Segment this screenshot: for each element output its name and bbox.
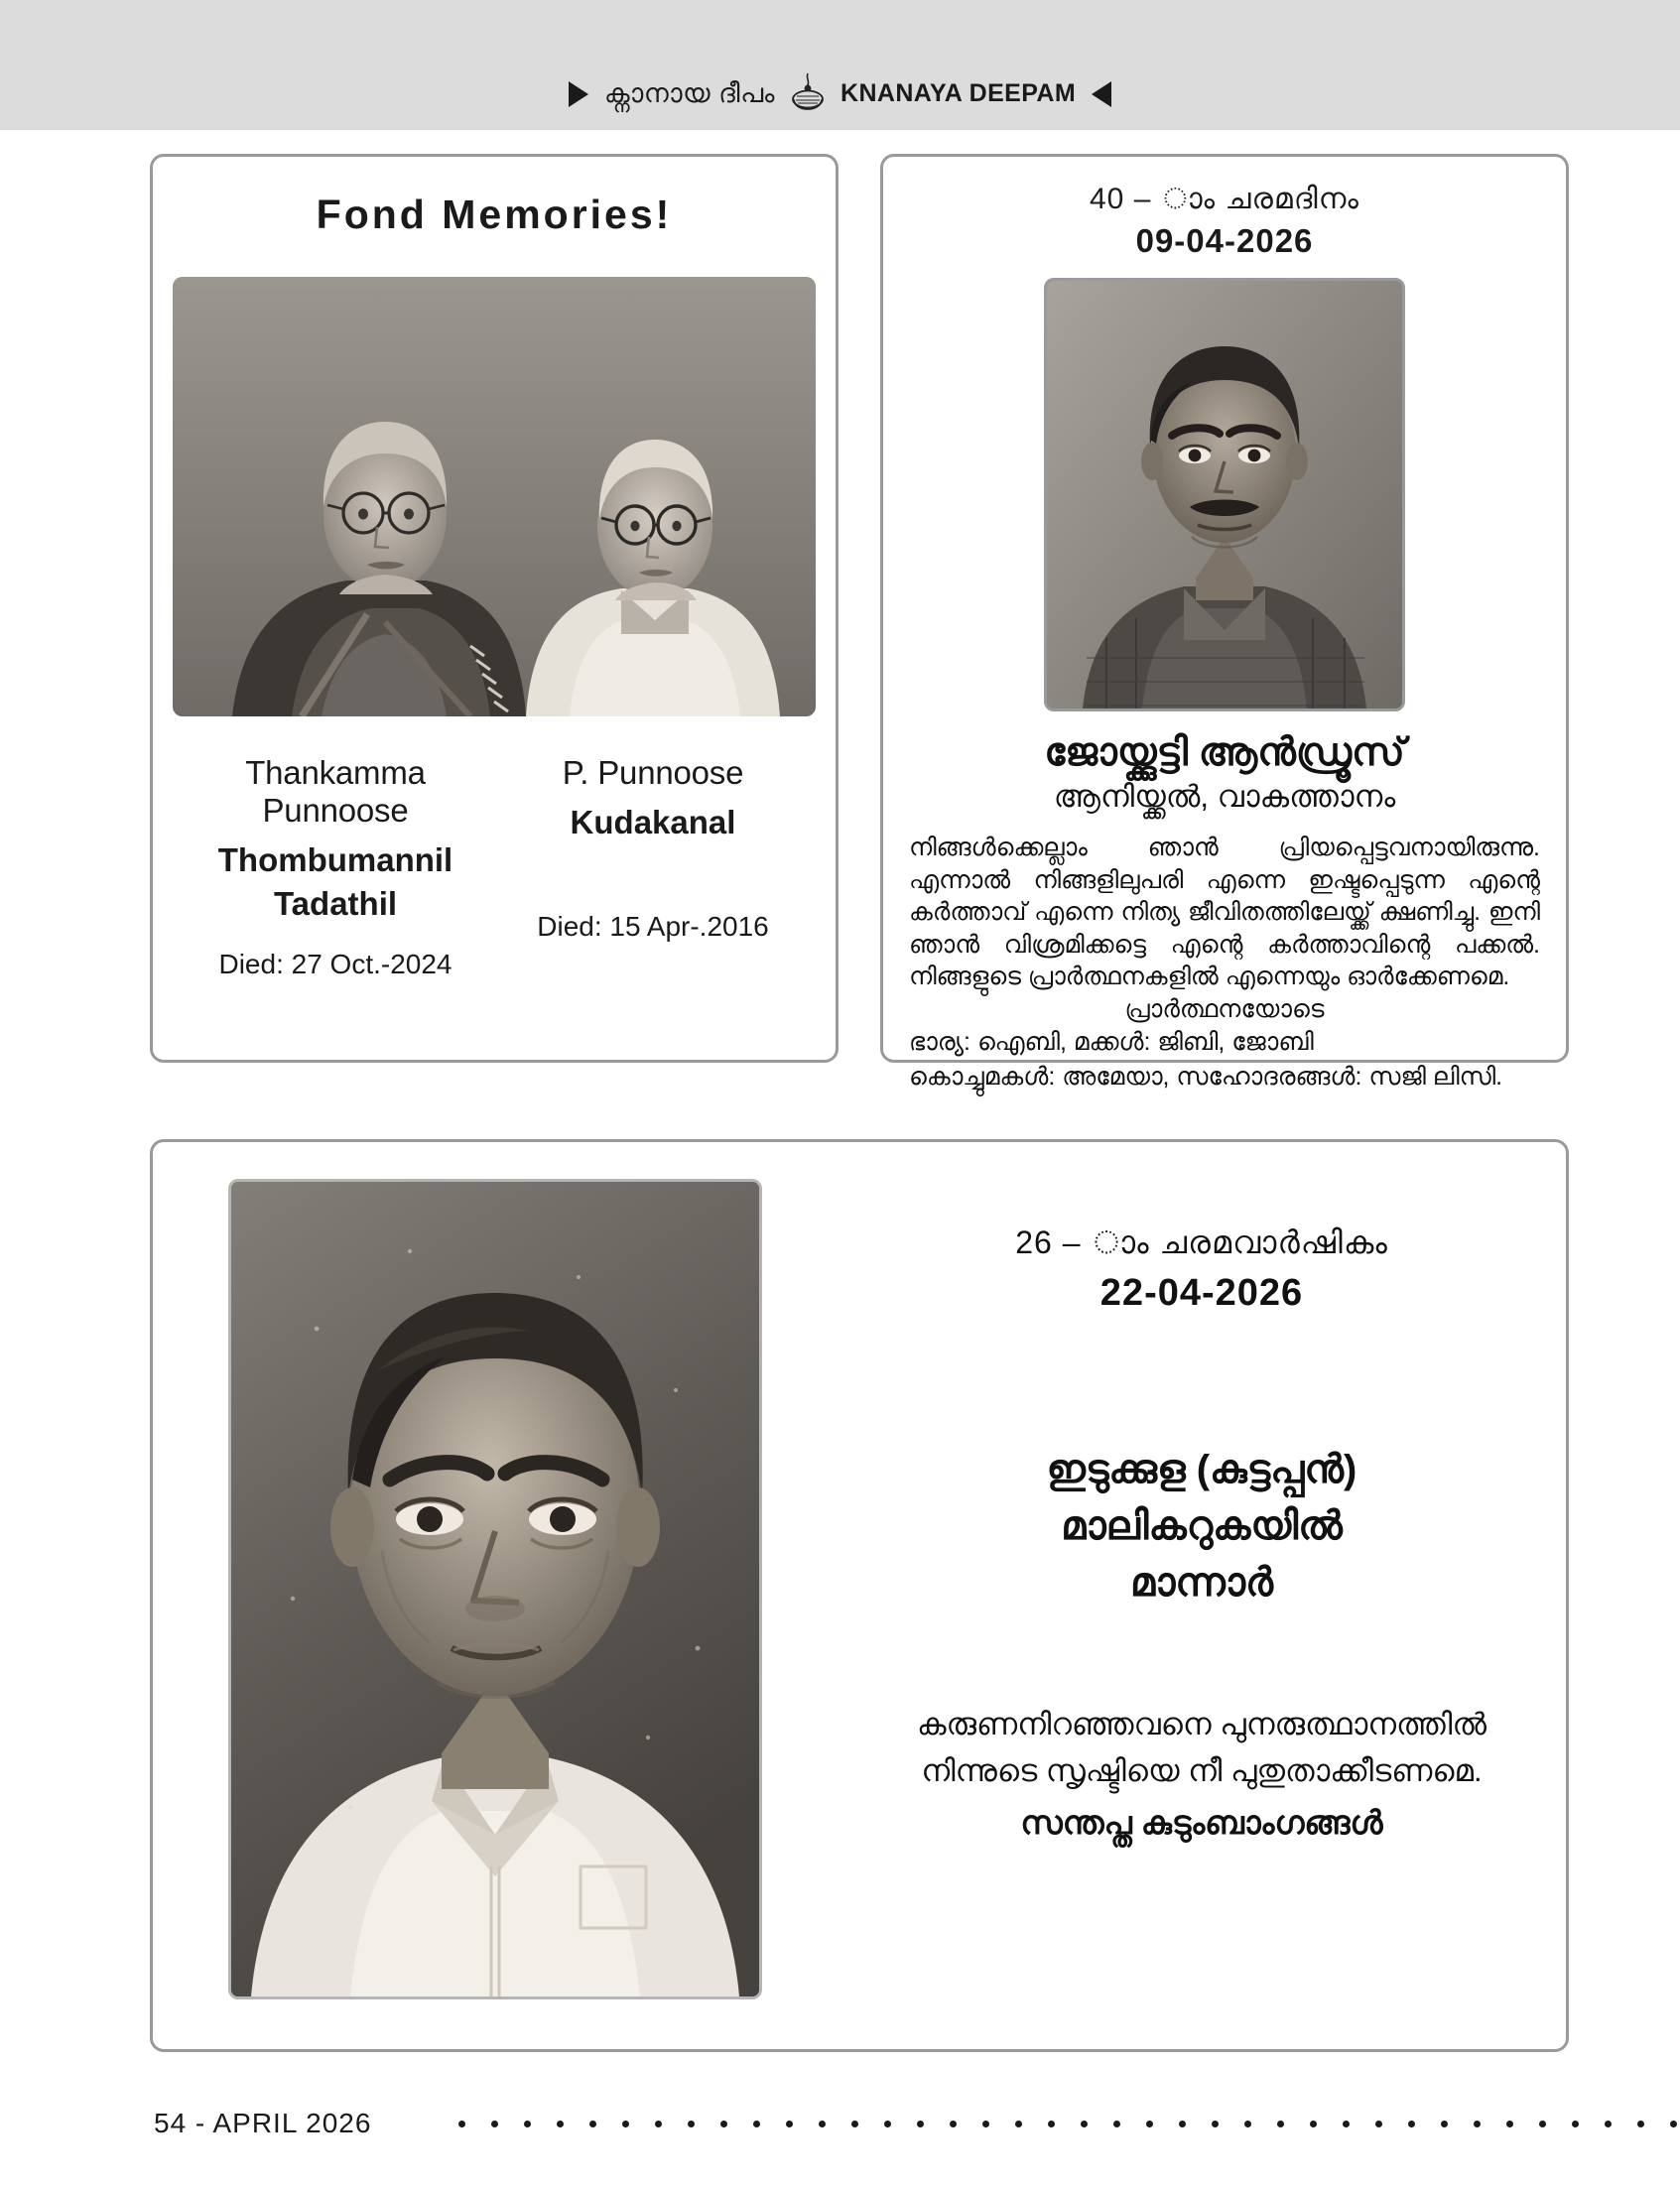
family-line-1: ഭാര്യ: ഐബി, മക്കൾ: ജിബി, ജോബി xyxy=(909,1027,1314,1056)
header-malayalam-title: ക്നാനായ ദീപം xyxy=(603,77,775,108)
memorial-card-fond-memories xyxy=(150,154,839,1063)
person-2-name: P. Punnoose xyxy=(562,754,744,791)
bottom-verse xyxy=(838,1702,1566,1794)
footer-dot xyxy=(1637,2121,1644,2127)
bottom-deceased-name xyxy=(838,1442,1566,1610)
footer-dot xyxy=(1277,2121,1284,2127)
memorial-card-26th-anniversary xyxy=(150,1139,1569,2052)
deceased-name: ജോയ്ക്കുട്ടി ആൻഡ്രൂസ് xyxy=(1044,731,1405,774)
bottom-name-line-2: മാലികറുകയിൽ xyxy=(1061,1503,1343,1548)
footer-dot xyxy=(1343,2121,1350,2127)
family-line-2: കൊച്ചുമകൾ: അമേയാ, സഹോദരങ്ങൾ: സജി ലിസി. xyxy=(909,1062,1503,1091)
footer-dot xyxy=(1244,2121,1251,2127)
person-1-name: Thankamma Punnoose xyxy=(245,754,426,829)
footer-dotted-rule xyxy=(458,2121,1680,2127)
footer-dot xyxy=(655,2121,662,2127)
person-1-house-2: Tadathil xyxy=(273,885,398,922)
footer-page-number: 54 - APRIL 2026 xyxy=(154,2108,372,2138)
couple-photo xyxy=(173,277,816,716)
footer-dot xyxy=(1408,2121,1415,2127)
footer-dot xyxy=(1015,2121,1022,2127)
footer-dot xyxy=(1310,2121,1317,2127)
footer-dot xyxy=(1572,2121,1579,2127)
footer-dot xyxy=(1081,2121,1088,2127)
deceased-photo xyxy=(1044,278,1405,711)
footer-dot xyxy=(1506,2121,1513,2127)
person-1-house-1: Thombumannil xyxy=(217,841,453,878)
bottom-anniversary-label: 26 – ാം ചരമവാർഷികം xyxy=(1015,1224,1388,1260)
footer-dot xyxy=(1375,2121,1382,2127)
names-row xyxy=(153,754,836,923)
footer-dot xyxy=(1179,2121,1186,2127)
bottom-verse-line-2: നിന്നുടെ സൃഷ്ടിയെ നീ പുതുതാക്കീടണമെ. xyxy=(921,1752,1483,1788)
anniversary-label: 40 – ാം ചരമദിനം xyxy=(1089,183,1359,215)
footer-dot xyxy=(720,2121,727,2127)
footer-dot xyxy=(917,2121,924,2127)
footer-dot xyxy=(1113,2121,1120,2127)
footer-dot xyxy=(688,2121,695,2127)
footer-dot xyxy=(819,2121,826,2127)
bottom-text-column xyxy=(838,1179,1566,2049)
bottom-card-layout xyxy=(153,1142,1566,2049)
footer-dot xyxy=(458,2121,465,2127)
footer-dot xyxy=(851,2121,858,2127)
page-footer xyxy=(0,2094,1680,2153)
footer-dot xyxy=(884,2121,891,2127)
person-2-block xyxy=(494,754,812,923)
bottom-photo-column xyxy=(153,1179,838,2049)
footer-dot xyxy=(982,2121,989,2127)
footer-dot xyxy=(1441,2121,1448,2127)
anniversary-header xyxy=(883,183,1566,260)
fond-memories-title: Fond Memories! xyxy=(316,192,673,237)
person-1-died: Died: 27 Oct.-2024 xyxy=(218,949,452,979)
footer-dot xyxy=(1539,2121,1546,2127)
triangle-left-icon xyxy=(1092,81,1111,107)
deceased-photo-bottom xyxy=(228,1179,762,1999)
footer-dot xyxy=(524,2121,531,2127)
anniversary-date: 09-04-2026 xyxy=(1135,222,1314,259)
footer-dot xyxy=(1212,2121,1219,2127)
died-dates-row xyxy=(153,911,836,980)
header-english-title: KNANAYA DEEPAM xyxy=(840,79,1077,107)
bottom-verse-line-1: കരുണനിറഞ്ഞവനെ പുനരുത്ഥാനത്തിൽ xyxy=(916,1707,1487,1742)
footer-dot xyxy=(950,2121,957,2127)
person-1-block xyxy=(177,754,494,923)
footer-dot xyxy=(1670,2121,1677,2127)
bottom-name-line-3: മാന്നാർ xyxy=(1129,1560,1274,1605)
footer-dot xyxy=(491,2121,498,2127)
footer-dot xyxy=(622,2121,629,2127)
person-2-died: Died: 15 Apr-.2016 xyxy=(537,911,769,942)
memorial-message: നിങ്ങൾക്കെല്ലാം ഞാൻ പ്രിയപ്പെട്ടവനായിരുന്നു. എന്നാൽ നിങ്ങളിലുപരി എന്നെ ഇഷ്ടപ്പെടുന്ന എന്റെ കർത്താവ് എന്നെ നിത്യ ജീവിതത്തിലേയ്ക്ക് ക്ഷണിച്ചു. ഇനി ഞാൻ വിശ്രമിക്കട്ടെ എന്റെ കർത്താവിന്റെ പക്കൽ. നിങ്ങളുടെ പ്രാർത്ഥനകളിൽ എന്നെയും ഓർക്കേണമെ. xyxy=(909,834,1540,990)
triangle-right-icon xyxy=(569,81,588,107)
footer-dot xyxy=(1146,2121,1153,2127)
footer-dot xyxy=(1474,2121,1481,2127)
header-content xyxy=(569,71,1111,116)
footer-dot xyxy=(1048,2121,1055,2127)
deceased-place: ആനിയ്ക്കൽ, വാകത്താനം xyxy=(1053,779,1396,814)
footer-dot xyxy=(1605,2121,1612,2127)
footer-dot xyxy=(589,2121,596,2127)
footer-dot xyxy=(557,2121,564,2127)
bottom-signoff: സന്തപ്ത കുടുംബാംഗങ്ങൾ xyxy=(1020,1804,1383,1842)
page-header-band xyxy=(0,0,1680,130)
footer-dot xyxy=(786,2121,793,2127)
footer-dot xyxy=(753,2121,760,2127)
bottom-anniversary-date: 22-04-2026 xyxy=(1099,1272,1304,1314)
memorial-card-40th-day xyxy=(880,154,1569,1091)
person-2-house-1: Kudakanal xyxy=(570,804,736,840)
prayer-line: പ്രാർത്ഥനയോടെ xyxy=(1124,994,1325,1023)
oil-lamp-icon xyxy=(791,71,825,116)
bottom-name-line-1: ഇടുക്കുള (കുട്ടപ്പൻ) xyxy=(1046,1448,1357,1491)
